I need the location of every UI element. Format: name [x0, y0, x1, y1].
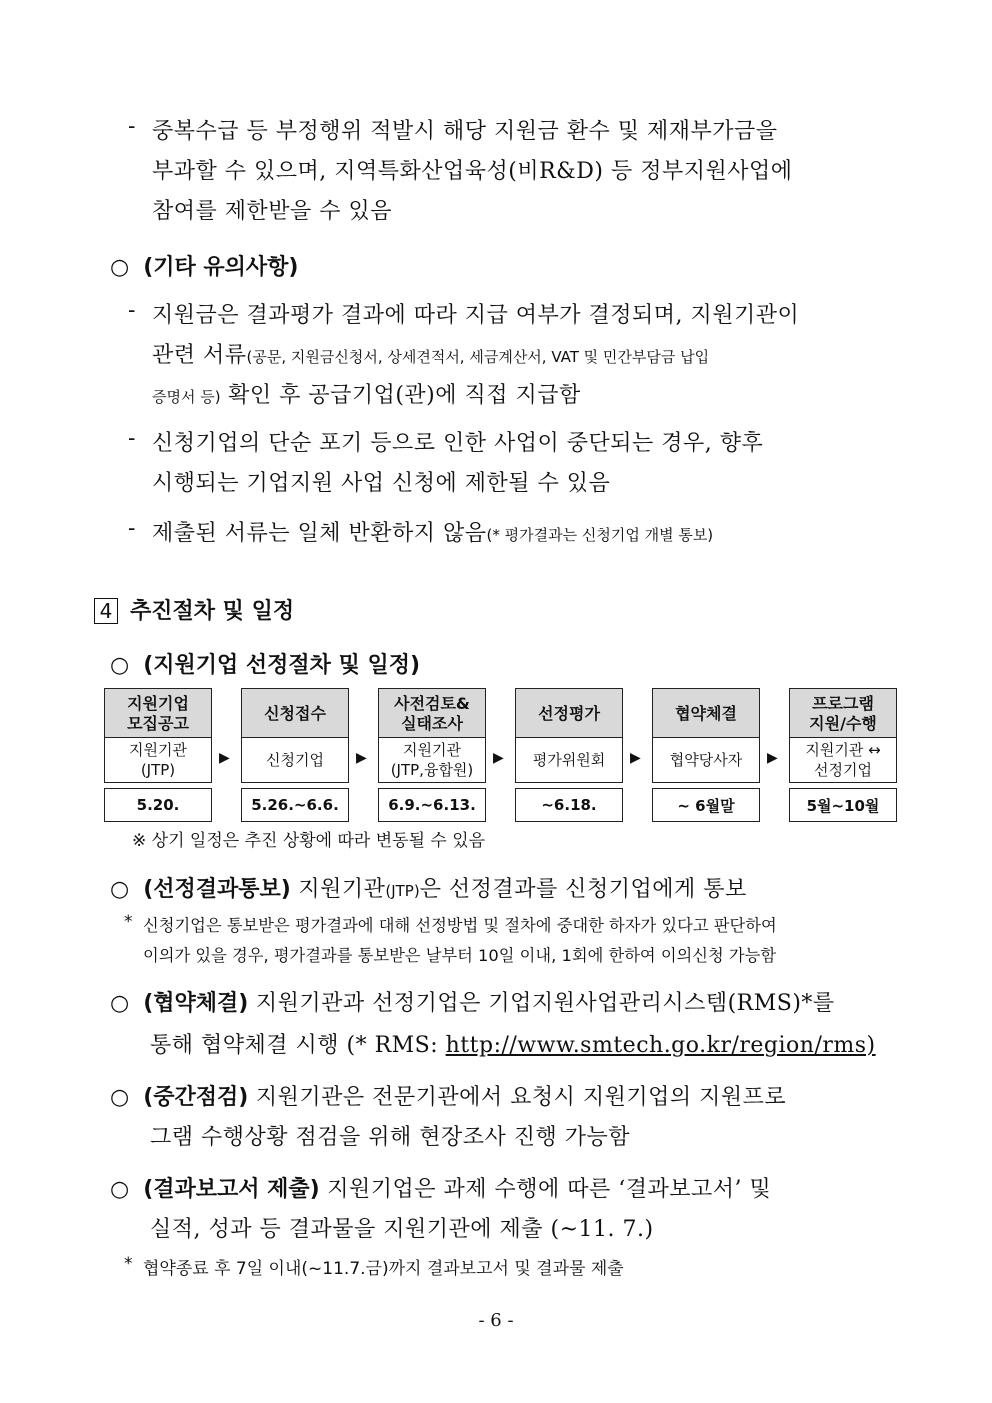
- arrow-right-icon: ▶: [767, 750, 778, 766]
- step-date: 5.26.~6.6.: [241, 788, 349, 822]
- midcheck-line1: [110, 1080, 786, 1111]
- circle-bullet: ○: [110, 1085, 130, 1110]
- arrow-right-icon: ▶: [219, 750, 230, 766]
- midcheck-line2: 그램 수행상황 점검을 위해 현장조사 진행 가능함: [150, 1125, 631, 1150]
- small-text: (JTP): [385, 882, 420, 900]
- rms-link[interactable]: http://www.smtech.go.kr/region/rms): [445, 1033, 876, 1058]
- section-heading: [94, 594, 294, 625]
- small-text: 증명서 등): [152, 388, 221, 406]
- step-title: 프로그램 지원/수행: [789, 688, 897, 738]
- small-text: (* 평가결과는 신청기업 개별 통보): [486, 526, 714, 544]
- step-actor: 협약당사자: [652, 737, 760, 783]
- step-date: 5월~10월: [789, 788, 897, 822]
- result-note-line2: 이의가 있을 경우, 평가결과를 통보받은 날부터 10일 이내, 1회에 한하여 이의신청 가능함: [143, 946, 777, 965]
- text: 지원기업은 과제 수행에 따른 ‘결과보고서’ 및: [319, 1177, 772, 1202]
- text: 관련 서류: [152, 343, 247, 368]
- process-flow: [104, 688, 898, 823]
- process-note: ※ 상기 일정은 추진 상황에 따라 변동될 수 있음: [132, 831, 486, 851]
- dash-marker: -: [128, 516, 136, 541]
- small-text: (공문, 지원금신청서, 상세견적서, 세금계산서, VAT 및 민간부담금 납입: [246, 348, 710, 366]
- schedule-heading-text: (지원기업 선정절차 및 일정): [143, 653, 421, 678]
- step-date: 6.9.~6.13.: [378, 788, 486, 822]
- etc-heading-text: (기타 유의사항): [143, 255, 299, 280]
- text: 중복수급 등 부정행위 적발시 해당 지원금 환수 및 제재부가금을: [152, 119, 778, 144]
- result-notice-head: (선정결과통보): [143, 877, 291, 902]
- etc-item2-line1: 신청기업의 단순 포기 등으로 인한 사업이 중단되는 경우, 향후: [152, 431, 764, 456]
- step-title: 선정평가: [515, 688, 623, 738]
- report-note: 협약종료 후 7일 이내(~11.7.금)까지 결과보고서 및 결과물 제출: [143, 1259, 624, 1279]
- text: 지원기관: [290, 877, 386, 902]
- text: 확인 후 공급기업(관)에 직접 지급함: [220, 383, 581, 408]
- block1-line2: 부과할 수 있으며, 지역특화산업육성(비R&D) 등 정부지원사업에: [152, 159, 793, 184]
- step-actor: 신청기업: [241, 737, 349, 783]
- step-title: 신청접수: [241, 688, 349, 738]
- agreement-line1: [110, 986, 835, 1017]
- step-actor: 지원기관 (JTP): [104, 737, 212, 783]
- agreement-line2: [150, 1028, 876, 1059]
- etc-heading: [110, 250, 298, 281]
- circle-bullet: ○: [110, 877, 130, 902]
- text: 지원기관과 선정기업은 기업지원사업관리시스템(RMS)*를: [248, 991, 835, 1016]
- etc-item1-line1: 지원금은 결과평가 결과에 따라 지급 여부가 결정되며, 지원기관이: [152, 303, 800, 328]
- text: 지원기관은 전문기관에서 요청시 지원기업의 지원프로: [248, 1085, 787, 1110]
- page-number: - 6 -: [478, 1310, 514, 1331]
- dash-marker: -: [128, 114, 136, 139]
- process-step: [104, 688, 214, 823]
- text: 은 선정결과를 신청기업에게 통보: [419, 877, 747, 902]
- arrow-right-icon: ▶: [493, 750, 504, 766]
- report-line1: [110, 1172, 771, 1203]
- note-star: *: [124, 1254, 133, 1274]
- arrow-right-icon: ▶: [630, 750, 641, 766]
- step-actor: 지원기관 ↔ 선정기업: [789, 737, 897, 783]
- section-title: 추진절차 및 일정: [130, 599, 295, 624]
- circle-bullet: ○: [110, 653, 130, 678]
- result-notice-line: [110, 872, 747, 903]
- section-number-box: 4: [94, 598, 118, 624]
- etc-item1-line3: [152, 378, 581, 409]
- agreement-head: (협약체결): [143, 991, 249, 1016]
- block1-line3: 참여를 제한받을 수 있음: [152, 199, 393, 224]
- process-step: [378, 688, 488, 823]
- step-actor: 평가위원회: [515, 737, 623, 783]
- result-note-line1: 신청기업은 통보받은 평가결과에 대해 선정방법 및 절차에 중대한 하자가 있다고 판단하여: [143, 916, 777, 935]
- report-line2: 실적, 성과 등 결과물을 지원기관에 제출 (~11. 7.): [150, 1217, 654, 1242]
- step-actor: 지원기관 (JTP,융합원): [378, 737, 486, 783]
- step-date: ~6.18.: [515, 788, 623, 822]
- etc-item2-line2: 시행되는 기업지원 사업 신청에 제한될 수 있음: [152, 471, 611, 496]
- circle-bullet: ○: [110, 1177, 130, 1202]
- arrow-right-icon: ▶: [356, 750, 367, 766]
- process-step: [652, 688, 762, 823]
- process-step: [515, 688, 625, 823]
- step-title: 지원기업 모집공고: [104, 688, 212, 738]
- block1-line1: [152, 114, 896, 145]
- circle-bullet: ○: [110, 255, 130, 280]
- dash-marker: -: [128, 298, 136, 323]
- step-title: 협약체결: [652, 688, 760, 738]
- etc-item1-line2: [152, 338, 709, 369]
- note-star: *: [124, 912, 133, 932]
- step-date: ~ 6월말: [652, 788, 760, 822]
- schedule-heading: [110, 648, 420, 679]
- midcheck-head: (중간점검): [143, 1085, 249, 1110]
- circle-bullet: ○: [110, 991, 130, 1016]
- dash-marker: -: [128, 426, 136, 451]
- etc-item3: [152, 516, 713, 547]
- report-head: (결과보고서 제출): [143, 1177, 320, 1202]
- step-title: 사전검토& 실태조사: [378, 688, 486, 738]
- text: 제출된 서류는 일체 반환하지 않음: [152, 521, 487, 546]
- step-date: 5.20.: [104, 788, 212, 822]
- process-step: [241, 688, 351, 823]
- process-step: [789, 688, 899, 823]
- text: 통해 협약체결 시행 (* RMS:: [150, 1033, 446, 1058]
